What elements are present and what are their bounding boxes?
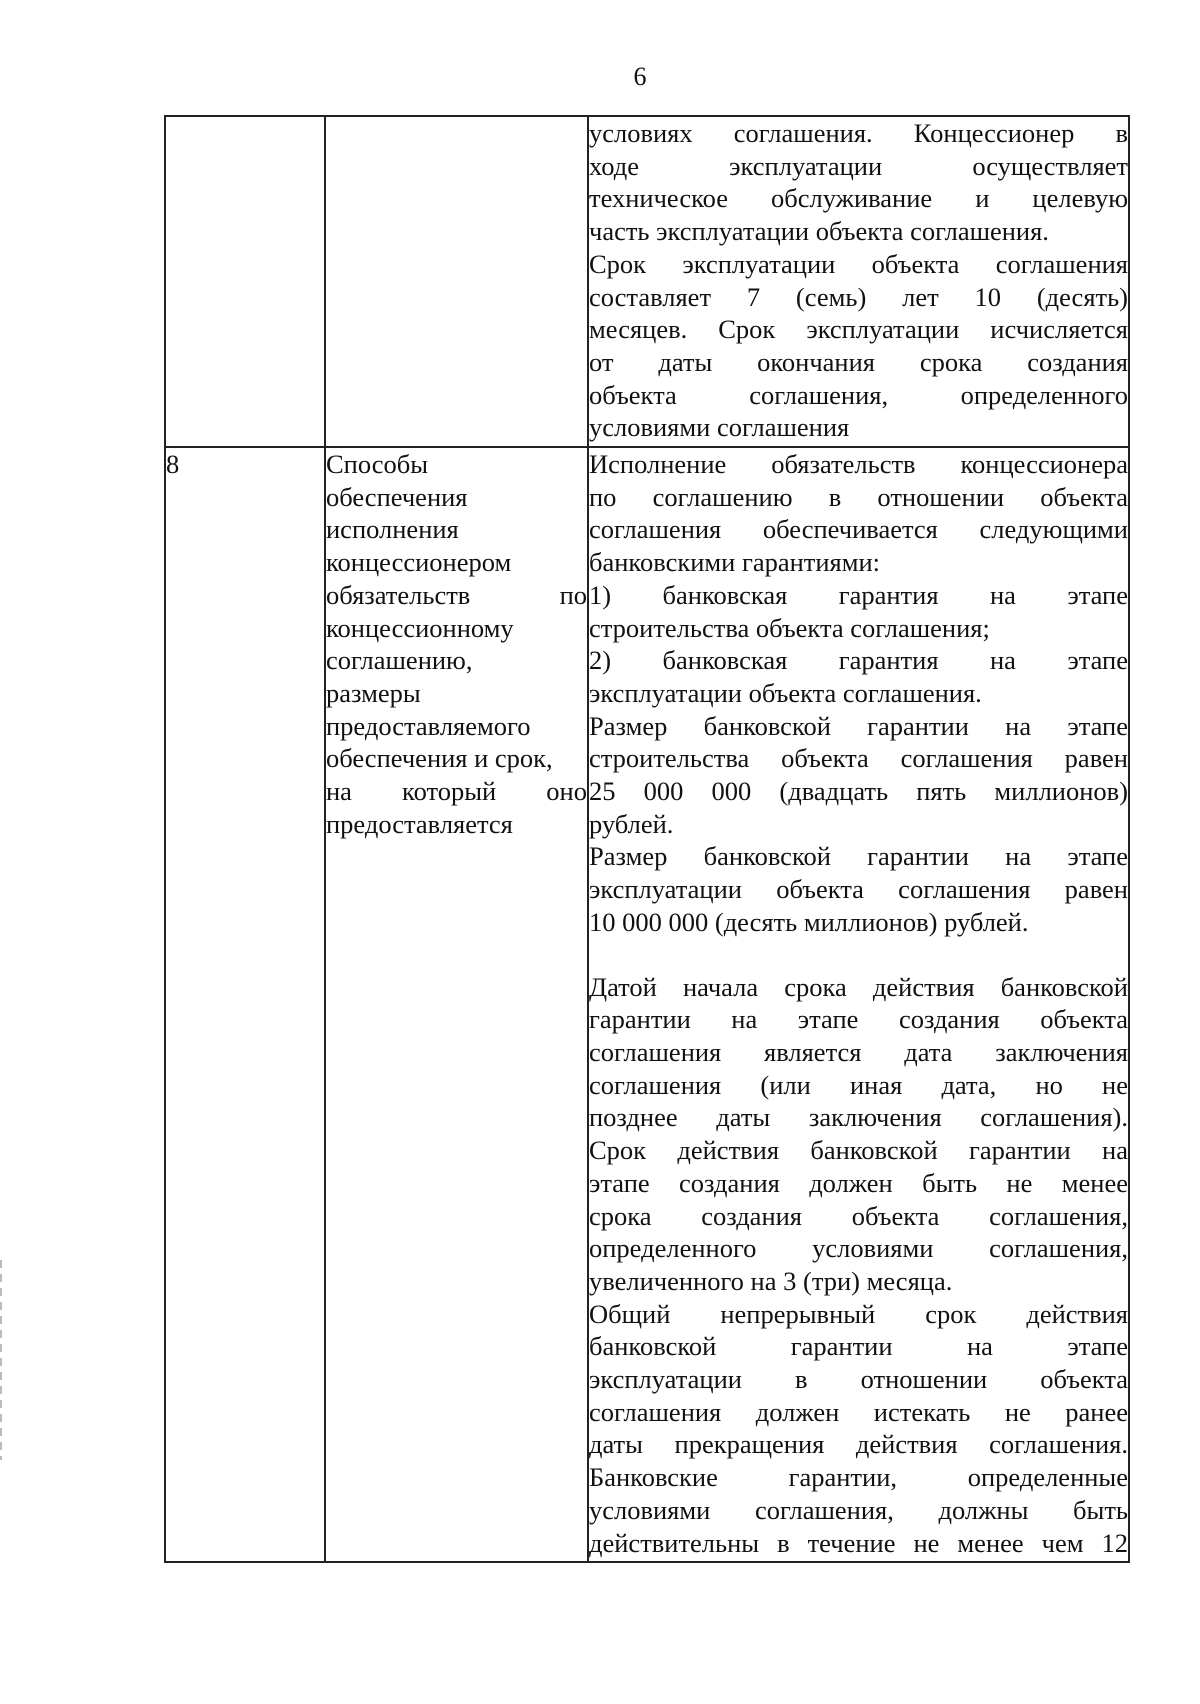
title-line: предоставляемого xyxy=(326,710,531,741)
binding-mark xyxy=(0,1260,2,1460)
text-line: часть эксплуатации объекта соглашения. xyxy=(589,216,1049,247)
text-line: соглашения является дата заключения xyxy=(589,1036,1128,1067)
text-line: Размер банковской гарантии на этапе xyxy=(589,841,1128,872)
title-line: соглашению, xyxy=(326,645,473,676)
table-row xyxy=(165,116,1129,447)
text-line: срока создания объекта соглашения, xyxy=(589,1200,1128,1231)
text-line: эксплуатации в отношении объекта xyxy=(589,1364,1128,1395)
text-line: 2) банковская гарантия на этапе xyxy=(589,645,1128,676)
text-line: составляет 7 (семь) лет 10 (десять) xyxy=(589,281,1128,312)
title-line: предоставляется xyxy=(326,808,513,839)
row-text xyxy=(589,117,1128,444)
row-number-cell xyxy=(165,116,325,447)
title-line: обеспечения xyxy=(326,481,468,512)
text-line: Исполнение обязательств концессионера xyxy=(589,449,1128,480)
text-line: этапе создания должен быть не менее xyxy=(589,1167,1128,1198)
text-line: условиями соглашения xyxy=(589,412,850,443)
title-line: размеры xyxy=(326,677,421,708)
row-text-cell xyxy=(588,447,1129,1562)
text-line: соглашения обеспечивается следующими xyxy=(589,514,1128,545)
title-line: обязательств по xyxy=(326,579,587,610)
text-line: банковской гарантии на этапе xyxy=(589,1331,1128,1362)
text-line: строительства объекта соглашения равен xyxy=(589,743,1128,774)
row-text-cell xyxy=(588,116,1129,447)
text-line: Срок действия банковской гарантии на xyxy=(589,1135,1128,1166)
page-number: 6 xyxy=(633,62,647,91)
text-line: Размер банковской гарантии на этапе xyxy=(589,710,1128,741)
row-title xyxy=(326,448,587,840)
text-line: соглашения должен истекать не ранее xyxy=(589,1396,1128,1427)
title-line: концессионному xyxy=(326,612,514,643)
text-line: 1) банковская гарантия на этапе xyxy=(589,579,1128,610)
text-line: условиями соглашения, должны быть xyxy=(589,1494,1128,1525)
row-title-cell xyxy=(325,116,588,447)
title-line: обеспечения и срок, xyxy=(326,743,553,774)
text-line: даты прекращения действия соглашения. xyxy=(589,1429,1128,1460)
row-number: 8 xyxy=(166,449,180,480)
text-line: 25 000 000 (двадцать пять миллионов) xyxy=(589,776,1128,807)
row-number-cell xyxy=(165,447,325,1562)
row-text xyxy=(589,448,1128,1559)
title-line: исполнения xyxy=(326,514,459,545)
title-line: на который оно xyxy=(326,776,587,807)
text-line: Банковские гарантии, определенные xyxy=(589,1462,1128,1493)
text-line: соглашения (или иная дата, но не xyxy=(589,1069,1128,1100)
text-line: по соглашению в отношении объекта xyxy=(589,481,1128,512)
text-line: месяцев. Срок эксплуатации исчисляется xyxy=(589,314,1128,345)
text-line: строительства объекта соглашения; xyxy=(589,612,990,643)
table-row xyxy=(165,447,1129,1562)
text-line: банковскими гарантиями: xyxy=(589,547,881,578)
text-line: гарантии на этапе создания объекта xyxy=(589,1004,1128,1035)
text-line: эксплуатации объекта соглашения равен xyxy=(589,874,1128,905)
text-line: Датой начала срока действия банковской xyxy=(589,971,1128,1002)
text-line: определенного условиями соглашения, xyxy=(589,1233,1128,1264)
text-line: от даты окончания срока создания xyxy=(589,346,1128,377)
text-line: Общий непрерывный срок действия xyxy=(589,1298,1128,1329)
text-line: увеличенного на 3 (три) месяца. xyxy=(589,1265,953,1296)
text-line xyxy=(589,939,1128,971)
title-line: Способы xyxy=(326,449,429,480)
text-line: эксплуатации объекта соглашения. xyxy=(589,677,982,708)
text-line: Срок эксплуатации объекта соглашения xyxy=(589,248,1128,279)
text-line: 10 000 000 (десять миллионов) рублей. xyxy=(589,906,1029,937)
text-line: рублей. xyxy=(589,808,674,839)
text-line: позднее даты заключения соглашения). xyxy=(589,1102,1128,1133)
title-line: концессионером xyxy=(326,547,512,578)
text-line: объекта соглашения, определенного xyxy=(589,379,1128,410)
text-line: условиях соглашения. Концессионер в xyxy=(589,118,1128,148)
document-table xyxy=(164,115,1130,1563)
text-line: действительны в течение не менее чем 12 xyxy=(589,1527,1128,1558)
row-title-cell xyxy=(325,447,588,1562)
text-line: ходе эксплуатации осуществляет xyxy=(589,150,1128,181)
text-line: техническое обслуживание и целевую xyxy=(589,183,1128,214)
